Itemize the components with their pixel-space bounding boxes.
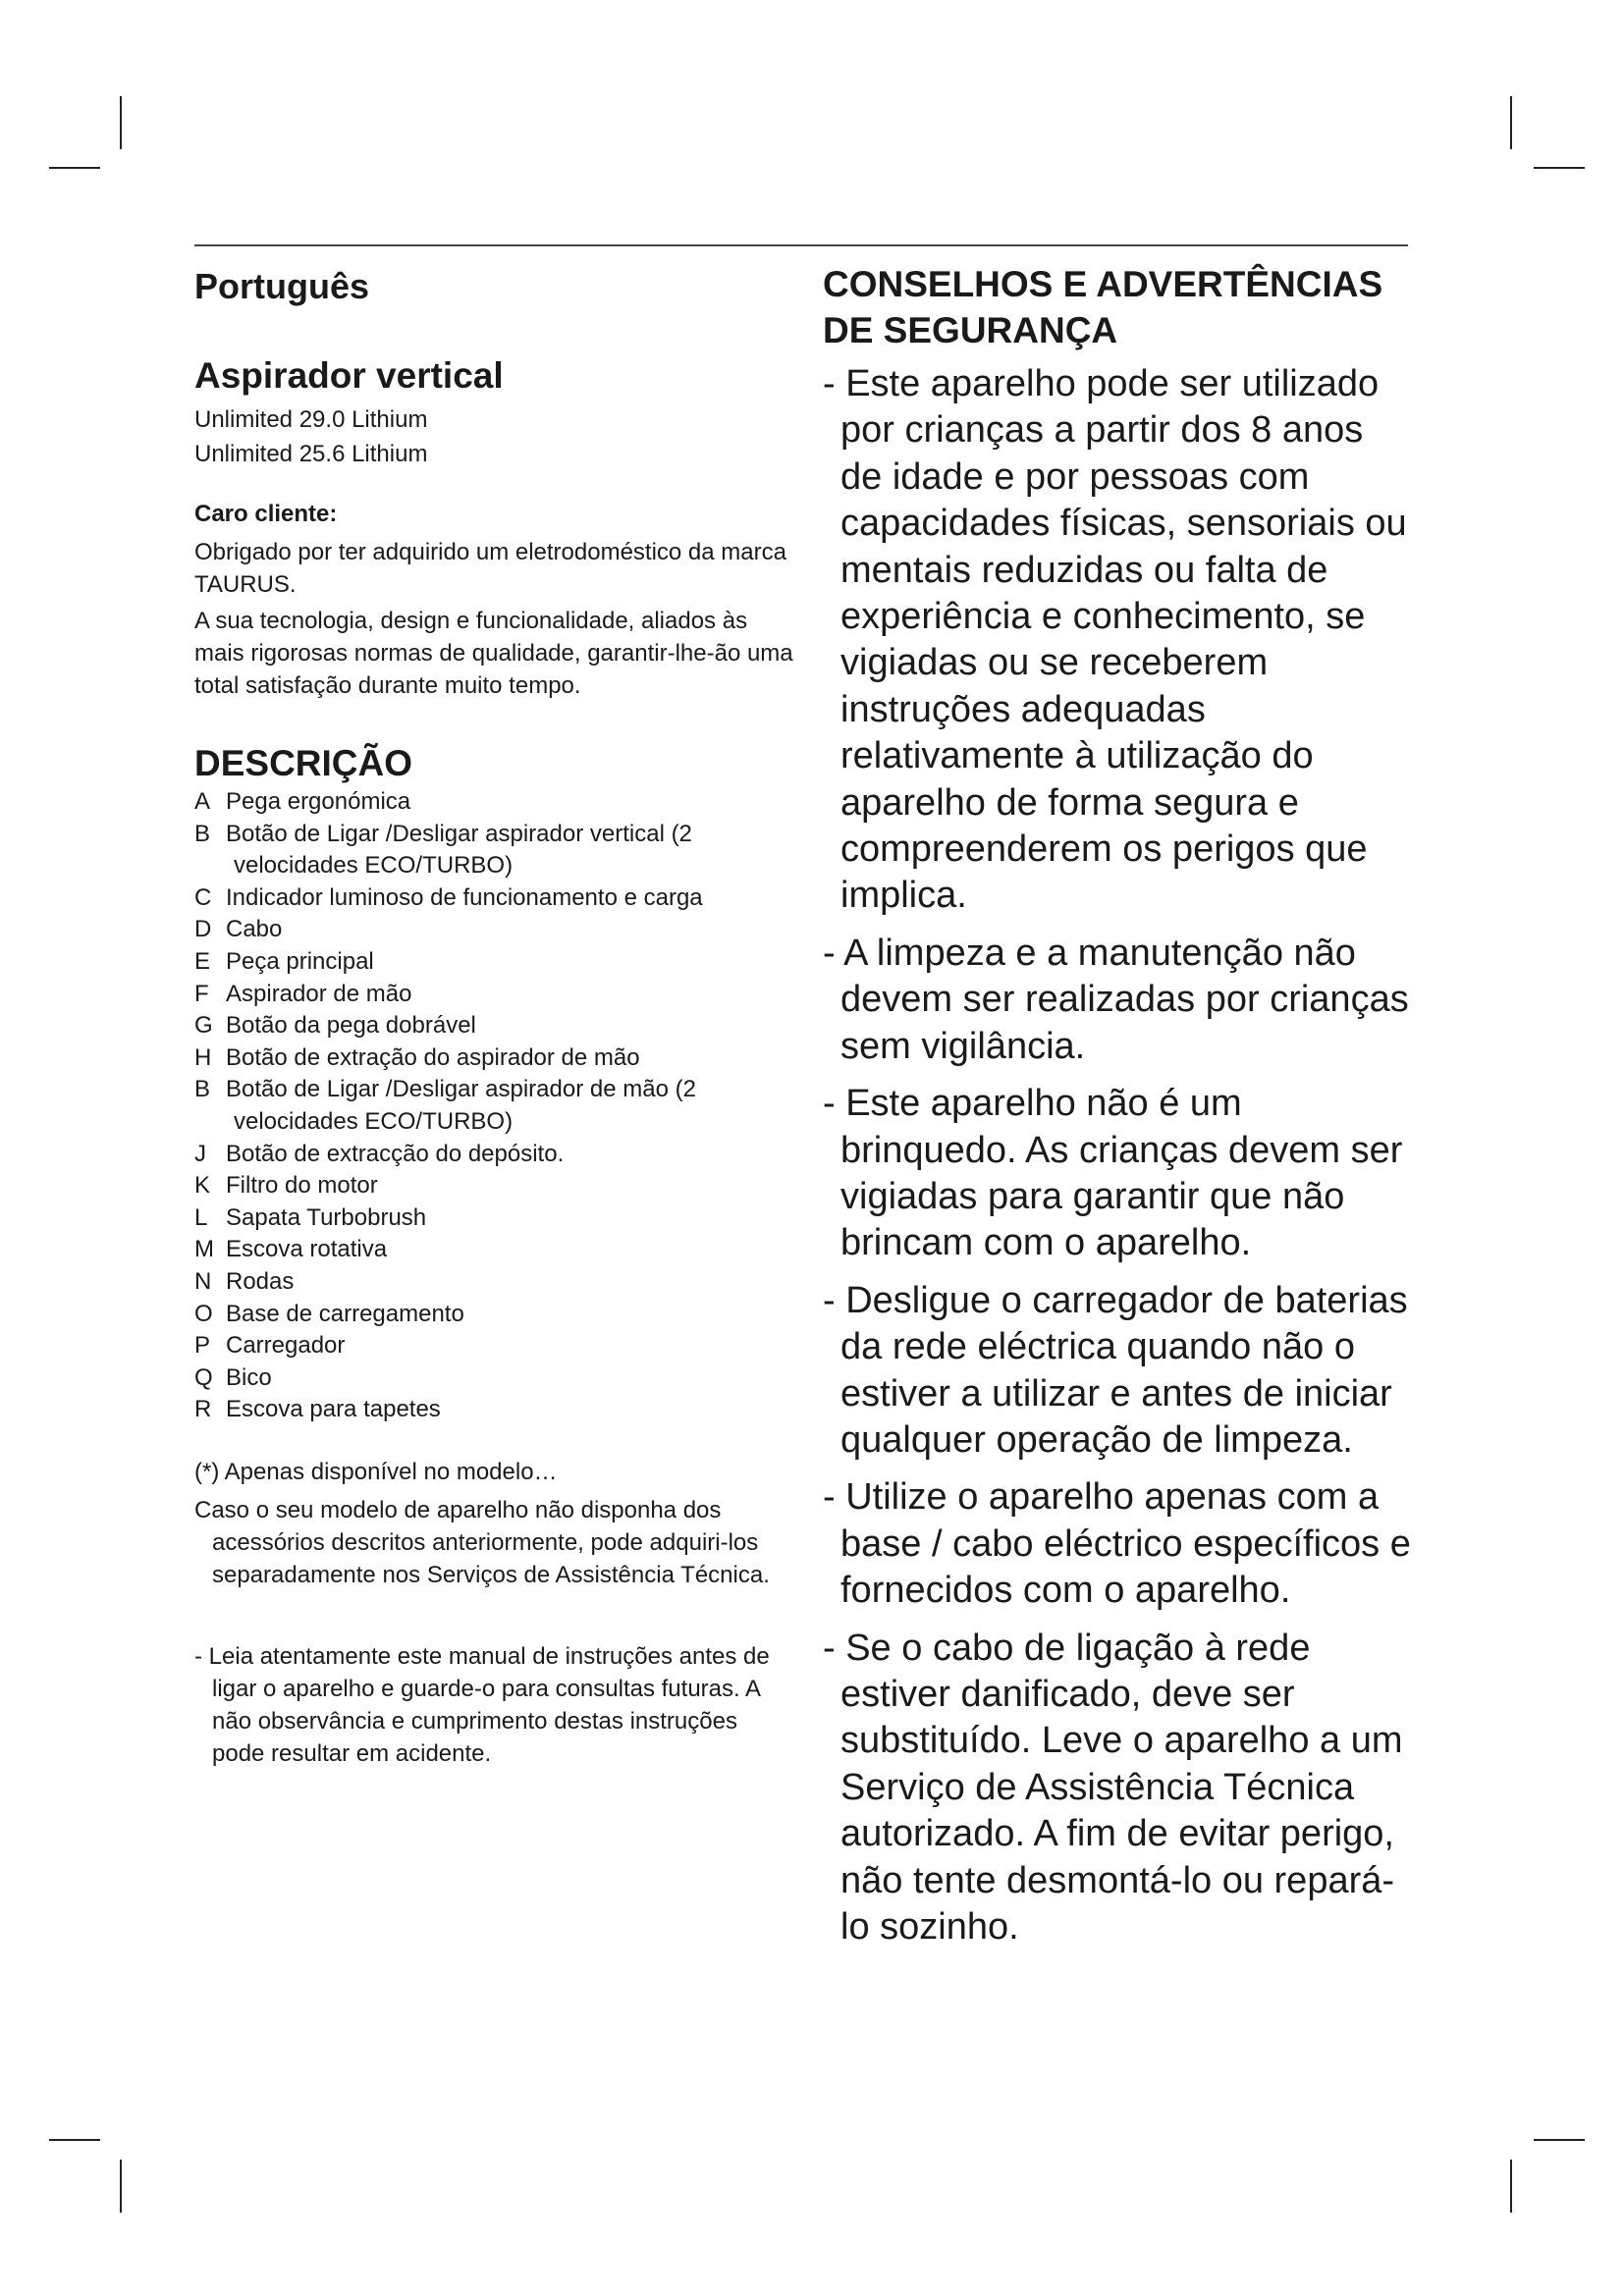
crop-mark-bottom-right-vertical [1510, 2160, 1512, 2213]
accessories-note: Caso o seu modelo de aparelho não disponha dos acessórios descritos anteriormente, pode adquiri-los separadamente nos Serviços de Assistência Técnica. [194, 1496, 770, 1588]
availability-note: (*) Apenas disponível no modelo… [194, 1458, 558, 1485]
safety-heading: CONSELHOS E ADVERTÊNCIAS DE SEGURANÇA [823, 264, 1383, 350]
description-item: B Botão de Ligar /Desligar aspirador vertical (2 velocidades ECO/TURBO) [194, 820, 692, 880]
description-item: D Cabo [194, 916, 283, 943]
description-item: A Pega ergonómica [194, 788, 411, 815]
model-name: Unlimited 29.0 Lithium [194, 406, 428, 433]
crop-mark-top-right-horizontal [1534, 167, 1585, 169]
crop-mark-top-right-vertical [1510, 96, 1512, 149]
greeting-paragraph: A sua tecnologia, design e funcionalidade, aliados às mais rigorosas normas de qualidade, garantir-lhe-ão uma total satisfação durante muito tempo. [194, 608, 793, 699]
safety-warning-item: - A limpeza e a manutenção não devem ser realizadas por crianças sem vigilância. [823, 932, 1409, 1067]
description-heading: DESCRIÇÃO [194, 743, 413, 783]
description-item: G Botão da pega dobrável [194, 1012, 476, 1040]
description-item: K Filtro do motor [194, 1172, 378, 1200]
safety-warning-item: - Se o cabo de ligação à rede estiver danificado, deve ser substituído. Leve o aparelho a um Serviço de Assistência Técnica autorizado. A fim de evitar perigo, não tente desmontá-lo ou repará-lo sozinho. [823, 1627, 1403, 1948]
model-name: Unlimited 25.6 Lithium [194, 441, 428, 467]
description-item: L Sapata Turbobrush [194, 1203, 427, 1231]
safety-warning-item: - Desligue o carregador de baterias da rede eléctrica quando não o estiver a utilizar e antes de iniciar qualquer operação de limpeza. [823, 1279, 1408, 1461]
description-item: Q Bico [194, 1363, 272, 1391]
header-rule [194, 244, 1408, 246]
description-item: B Botão de Ligar /Desligar aspirador de mão (2 velocidades ECO/TURBO) [194, 1076, 696, 1135]
safety-warning-item: - Este aparelho não é um brinquedo. As crianças devem ser vigiadas para garantir que não brincam com o aparelho. [823, 1083, 1403, 1264]
model-list [194, 402, 795, 471]
description-item: M Escova rotativa [194, 1236, 388, 1263]
description-item: R Escova para tapetes [194, 1396, 441, 1423]
safety-warning-item: - Utilize o aparelho apenas com a base / cabo eléctrico específicos e fornecidos com o aparelho. [823, 1476, 1411, 1612]
description-list [194, 786, 795, 1426]
safety-warning-item: - Este aparelho pode ser utilizado por crianças a partir dos 8 anos de idade e por pessoas com capacidades físicas, sensoriais ou mentais reduzidas ou falta de experiência e conhecimento, se vigiadas ou se receberem instruções adequadas relativamente à utilização do aparelho de forma segura e compreenderem os perigos que implica. [823, 363, 1407, 917]
crop-mark-bottom-left-vertical [120, 2160, 122, 2213]
crop-mark-bottom-right-horizontal [1534, 2139, 1585, 2141]
description-item: J Botão de extracção do depósito. [194, 1140, 565, 1167]
crop-mark-top-left-horizontal [49, 167, 100, 169]
description-item: E Peça principal [194, 947, 374, 975]
language-heading: Português [194, 266, 370, 306]
greeting-heading: Caro cliente: [194, 501, 338, 527]
safety-warning-list [823, 361, 1412, 1950]
description-item: C Indicador luminoso de funcionamento e carga [194, 883, 703, 911]
left-column [194, 261, 795, 1770]
description-item: P Carregador [194, 1332, 346, 1360]
crop-mark-top-left-vertical [120, 96, 122, 149]
description-item: F Aspirador de mão [194, 980, 412, 1007]
description-item: H Botão de extração do aspirador de mão [194, 1043, 640, 1071]
read-manual-note: - Leia atentamente este manual de instruções antes de ligar o aparelho e guarde-o para consultas futuras. A não observância e cumprimento destas instruções pode resultar em acidente. [194, 1642, 770, 1767]
right-column [823, 261, 1412, 1961]
description-item: O Base de carregamento [194, 1300, 464, 1327]
product-title: Aspirador vertical [194, 355, 504, 396]
crop-mark-bottom-left-horizontal [49, 2139, 100, 2141]
greeting-paragraph: Obrigado por ter adquirido um eletrodoméstico da marca TAURUS. [194, 539, 786, 598]
description-item: N Rodas [194, 1267, 295, 1295]
